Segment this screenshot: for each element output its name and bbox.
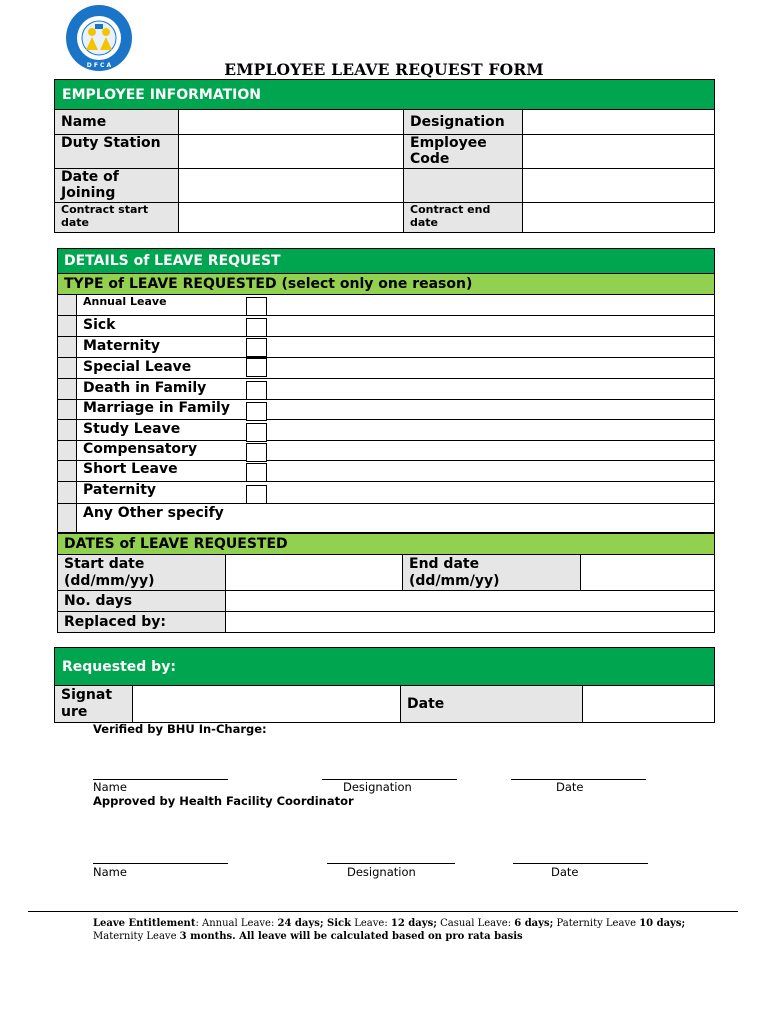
designation-field[interactable] — [523, 110, 715, 135]
verified-designation-label: Designation — [343, 780, 412, 794]
date-of-joining-field[interactable] — [179, 169, 404, 203]
approved-date-line[interactable] — [513, 863, 648, 864]
checkbox-special[interactable] — [246, 358, 267, 377]
date-of-joining-label: Date of Joining — [55, 169, 179, 203]
requested-by-header: Requested by: — [55, 648, 715, 686]
employee-code-field[interactable] — [523, 135, 715, 169]
signature-label: Signat ure — [55, 686, 133, 723]
leave-dates-table — [57, 533, 715, 633]
name-label: Name — [55, 110, 179, 135]
leave-type-sick: Sick — [77, 316, 715, 337]
svg-text:D F C A: D F C A — [86, 62, 112, 69]
approved-by-label: Approved by Health Facility Coordinator — [93, 794, 354, 808]
contract-start-field[interactable] — [179, 203, 404, 233]
checkbox-marriage[interactable] — [246, 402, 267, 421]
leave-type-special: Special Leave — [77, 358, 715, 379]
verified-date-label: Date — [556, 780, 584, 794]
approved-name-label: Name — [93, 865, 127, 879]
blank-field-cell[interactable] — [523, 169, 715, 203]
leave-details-table — [57, 248, 715, 295]
replaced-by-label: Replaced by: — [58, 612, 226, 633]
replaced-by-field[interactable] — [226, 612, 715, 633]
designation-label: Designation — [404, 110, 523, 135]
checkbox-study[interactable] — [246, 423, 267, 442]
form-title: EMPLOYEE LEAVE REQUEST FORM — [224, 60, 544, 79]
checkbox-maternity[interactable] — [246, 338, 267, 357]
checkbox-death[interactable] — [246, 381, 267, 400]
leave-type-paternity: Paternity — [77, 482, 715, 504]
leave-entitlement-note: Leave Entitlement: Annual Leave: 24 days; Sick Leave: 12 days; Casual Leave: 6 days; Paternity Leave 10 days; Maternity Leave 3 months. All leave will be calculated based on pro rata basis — [93, 918, 686, 942]
contract-end-label: Contract end date — [404, 203, 523, 233]
signature-field[interactable] — [133, 686, 401, 723]
start-date-label: Start date (dd/mm/yy) — [58, 555, 226, 591]
leave-type-maternity: Maternity — [77, 337, 715, 358]
contract-start-label: Contract start date — [55, 203, 179, 233]
duty-station-field[interactable] — [179, 135, 404, 169]
no-days-field[interactable] — [226, 591, 715, 612]
leave-details-header: DETAILS of LEAVE REQUEST — [58, 249, 715, 274]
leave-type-other: Any Other specify — [77, 504, 715, 533]
leave-type-short: Short Leave — [77, 461, 715, 482]
verified-name-label: Name — [93, 780, 127, 794]
approved-name-line[interactable] — [93, 863, 228, 864]
employee-info-header: EMPLOYEE INFORMATION — [55, 80, 715, 110]
employee-info-table — [54, 79, 715, 233]
duty-station-label: Duty Station — [55, 135, 179, 169]
blank-label-cell — [404, 169, 523, 203]
checkbox-sick[interactable] — [246, 318, 267, 337]
approved-designation-label: Designation — [347, 865, 416, 879]
leave-type-study: Study Leave — [77, 420, 715, 441]
leave-type-marriage: Marriage in Family — [77, 400, 715, 420]
request-date-label: Date — [401, 686, 583, 723]
leave-type-compensatory: Compensatory — [77, 441, 715, 461]
requested-by-table — [54, 647, 715, 723]
leave-type-annual: Annual Leave — [77, 295, 715, 316]
verified-by-label: Verified by BHU In-Charge: — [93, 722, 267, 736]
contract-end-field[interactable] — [523, 203, 715, 233]
name-field[interactable] — [179, 110, 404, 135]
leave-type-header: TYPE of LEAVE REQUESTED (select only one reason) — [58, 274, 715, 295]
checkbox-compensatory[interactable] — [246, 443, 267, 462]
approved-date-label: Date — [551, 865, 579, 879]
leave-type-death: Death in Family — [77, 379, 715, 400]
checkbox-short[interactable] — [246, 463, 267, 482]
footer-divider — [28, 911, 738, 912]
end-date-label: End date (dd/mm/yy) — [403, 555, 581, 591]
request-date-field[interactable] — [583, 686, 715, 723]
start-date-field[interactable] — [226, 555, 403, 591]
checkbox-annual[interactable] — [246, 297, 267, 316]
no-days-label: No. days — [58, 591, 226, 612]
leave-dates-header: DATES of LEAVE REQUESTED — [58, 534, 715, 555]
approved-designation-line[interactable] — [327, 863, 455, 864]
employee-code-label: Employee Code — [404, 135, 523, 169]
checkbox-paternity[interactable] — [246, 485, 267, 504]
leave-type-list — [57, 294, 715, 533]
end-date-field[interactable] — [581, 555, 715, 591]
